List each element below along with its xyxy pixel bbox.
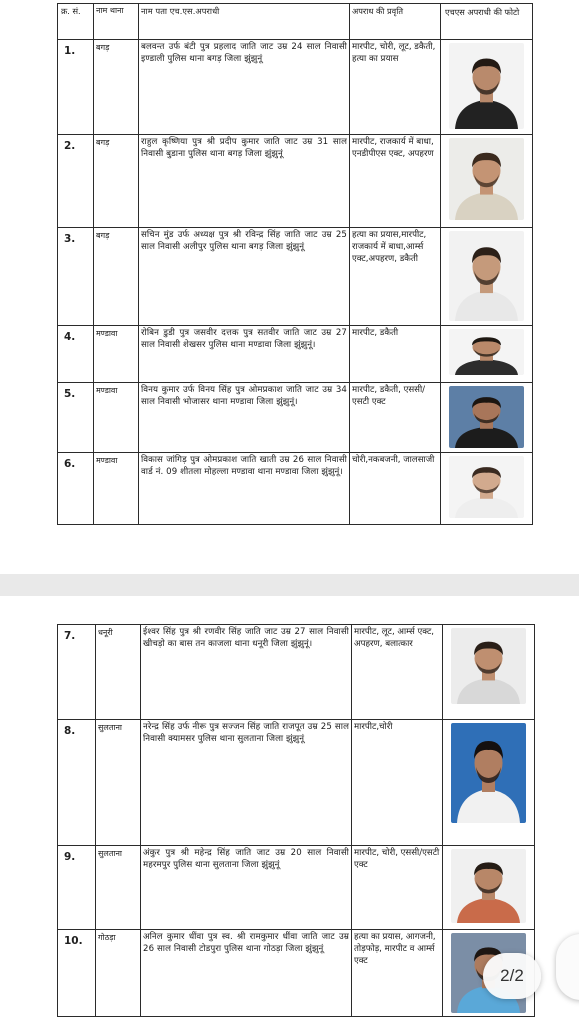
person-photo-icon (449, 43, 524, 129)
serial-number: 5. (58, 383, 94, 453)
offender-details: अनिल कुमार धींवा पुत्र स्व. श्री रामकुमार धींवा जाति जाट उम्र 26 साल निवासी टोडपुरा पुलिस थाना गोठड़ा जिला झुंझुनूं (141, 930, 352, 1017)
person-photo-icon (451, 849, 526, 923)
table-row (58, 930, 535, 1017)
table-row (58, 135, 533, 228)
table-row (58, 453, 533, 525)
table-row (58, 326, 533, 383)
offender-photo (449, 456, 524, 518)
crime-types: हत्या का प्रयास,मारपीट, राजकार्य में बाधा,आर्म्स एक्ट,अपहरण, डकैती (350, 228, 441, 326)
photo-cell (441, 135, 533, 228)
serial-number: 1. (58, 40, 94, 135)
police-station: धनूरी (96, 625, 141, 720)
offender-photo (451, 628, 526, 704)
serial-number: 10. (58, 930, 96, 1017)
offenders-table-part-1 (57, 3, 533, 525)
person-photo-icon (451, 723, 526, 823)
crime-types: मारपीट, चोरी, लूट, डकैती, हत्या का प्रयास (350, 40, 441, 135)
police-station: बगड़ (94, 135, 139, 228)
photo-cell (443, 720, 535, 846)
serial-number: 9. (58, 846, 96, 930)
photo-cell (441, 383, 533, 453)
offender-details: बलवन्त उर्फ बंटी पुत्र प्रहलाद जाति जाट उम्र 24 साल निवासी इण्डाली पुलिस थाना बगड़ जिला झुंझुनूं (139, 40, 350, 135)
serial-number: 8. (58, 720, 96, 846)
police-station: सुलताना (96, 720, 141, 846)
offender-details: विकास जांगिड़ पुत्र ओमप्रकाश जाति खाती उम्र 26 साल निवासी वार्ड नं. 09 शीतला मोहल्ला मण्डावा थाना मण्डावा जिला झुंझुनूं। (139, 453, 350, 525)
photo-cell (443, 846, 535, 930)
header-crime: अपराध की प्रवृति (350, 4, 441, 40)
serial-number: 2. (58, 135, 94, 228)
offender-details: नरेन्द्र सिंह उर्फ नीरू पुत्र सज्जन सिंह जाति राजपूत उम्र 25 साल निवासी क्यामसर पुलिस थाना सुलताना जिला झुंझुनूं (141, 720, 352, 846)
photo-cell (441, 40, 533, 135)
person-photo-icon (451, 628, 526, 704)
person-photo-icon (449, 231, 524, 321)
offender-photo (451, 723, 526, 823)
photo-cell (441, 453, 533, 525)
header-sr: क्र. सं. (58, 4, 94, 40)
crime-types: मारपीट, चोरी, एससी/एसटी एक्ट (352, 846, 443, 930)
page-indicator: 2/2 (483, 953, 541, 999)
offender-photo (449, 231, 524, 321)
offender-photo (449, 138, 524, 220)
police-station: गोठड़ा (96, 930, 141, 1017)
person-photo-icon (449, 386, 524, 448)
offender-photo (451, 849, 526, 923)
police-station: मण्डावा (94, 326, 139, 383)
crime-types: मारपीट, डकैती, एससी/एसटी एक्ट (350, 383, 441, 453)
police-station: मण्डावा (94, 453, 139, 525)
crime-types: मारपीट, राजकार्य में बाधा, एनडीपीएस एक्ट, अपहरण (350, 135, 441, 228)
table-row (58, 383, 533, 453)
crime-types: हत्या का प्रयास, आगजनी, तोड़फोड़, मारपीट व आर्म्स एक्ट (352, 930, 443, 1017)
serial-number: 3. (58, 228, 94, 326)
header-name: नाम पता एच.एस.अपराधी (139, 4, 350, 40)
table-row (58, 40, 533, 135)
serial-number: 4. (58, 326, 94, 383)
police-station: बगड़ (94, 228, 139, 326)
crime-types: मारपीट, डकैती (350, 326, 441, 383)
crime-types: मारपीट, लूट, आर्म्स एक्ट, अपहरण, बलात्कार (352, 625, 443, 720)
offender-details: राहुल कृष्णिया पुत्र श्री प्रदीप कुमार जाति जाट उम्र 31 साल निवासी बुडाना पुलिस थाना बगड़ जिला झुंझुनूं (139, 135, 350, 228)
person-photo-icon (449, 138, 524, 220)
offender-details: अंकुर पुत्र श्री महेन्द्र सिंह जाति जाट उम्र 20 साल निवासी महरमपुर पुलिस थाना सुलताना जिला झुंझुनूं (141, 846, 352, 930)
offender-photo (449, 43, 524, 129)
header-photo: एचएस अपराधी की फोटो (441, 4, 533, 40)
table-row (58, 228, 533, 326)
offender-details: सचिन मुंड उर्फ अध्यक्ष पुत्र श्री रविन्द्र सिंह जाति जाट उम्र 25 साल निवासी अलीपुर पुलिस थाना बगड़ जिला झुंझुनूं (139, 228, 350, 326)
offenders-table-part-2 (57, 624, 535, 1017)
crime-types: मारपीट,चोरी (352, 720, 443, 846)
police-station: सुलताना (96, 846, 141, 930)
person-photo-icon (449, 456, 524, 518)
table-row (58, 720, 535, 846)
photo-cell (441, 326, 533, 383)
offender-details: ईश्वर सिंह पुत्र श्री रणवीर सिंह जाति जाट उम्र 27 साल निवासी खीचड़ो का बास तन काजला थाना धनूरी जिला झुंझुनूं। (141, 625, 352, 720)
table-row (58, 625, 535, 720)
offender-photo (449, 386, 524, 448)
offender-details: विनय कुमार उर्फ विनय सिंह पुत्र ओमप्रकाश जाति जाट उम्र 34 साल निवासी भोजासर थाना मण्डावा जिला झुंझुनूं। (139, 383, 350, 453)
police-station: मण्डावा (94, 383, 139, 453)
offender-photo (449, 329, 524, 375)
serial-number: 7. (58, 625, 96, 720)
header-station: नाम थाना (94, 4, 139, 40)
photo-cell (443, 625, 535, 720)
crime-types: चोरी,नकबजनी, जालसाजी (350, 453, 441, 525)
table-row (58, 846, 535, 930)
serial-number: 6. (58, 453, 94, 525)
offender-details: रोबिन डुडी पुत्र जसवीर दत्तक पुत्र सतवीर जाति जाट उम्र 27 साल निवासी शेखसर पुलिस थाना मण्डावा जिला झुंझुनूं। (139, 326, 350, 383)
person-photo-icon (449, 329, 524, 375)
police-station: बगड़ (94, 40, 139, 135)
photo-cell (441, 228, 533, 326)
table-header-row (58, 4, 533, 40)
